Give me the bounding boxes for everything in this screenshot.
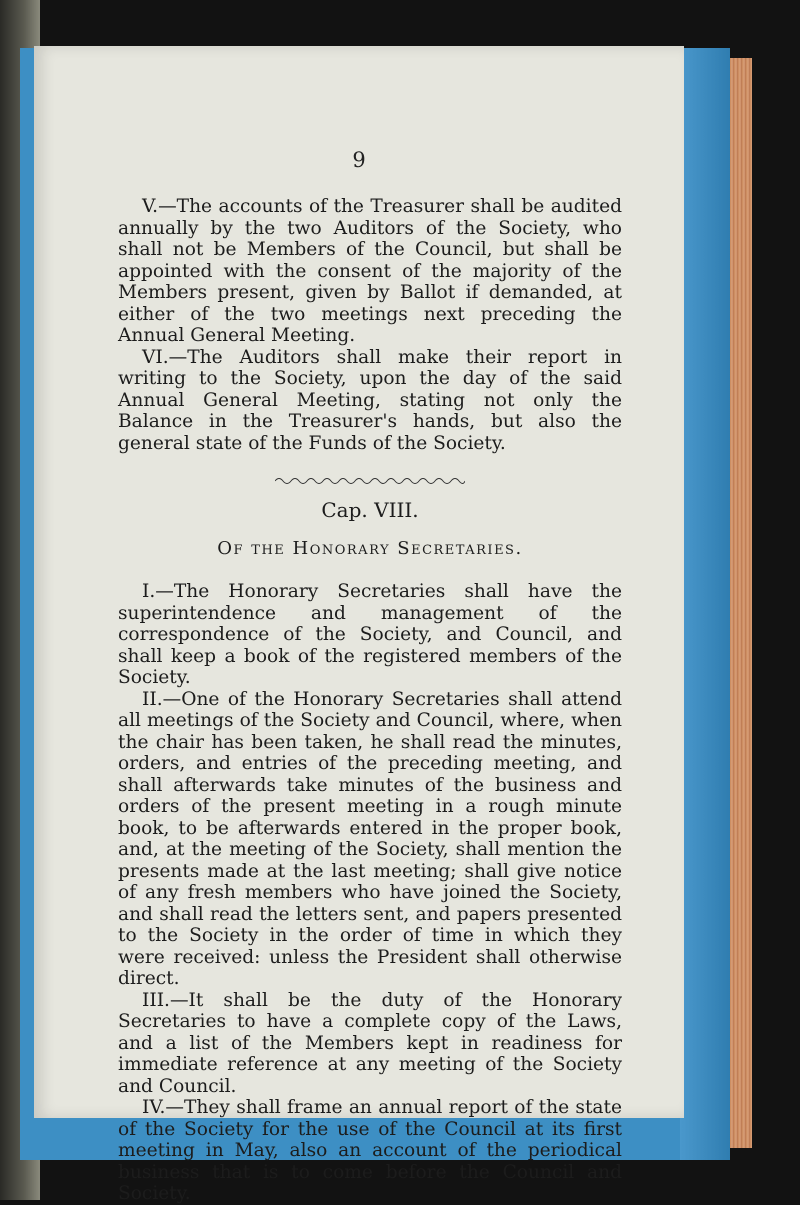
book-cover-edge (680, 48, 730, 1160)
paragraph-iv: IV.—They shall frame an annual report of the state of the Society for the use of the Council at its first meeting in May, also an account of the periodical business that is to come before the Council and Society. (118, 1097, 622, 1204)
paragraph-i: I.—The Honorary Secretaries shall have the superintendence and management of the correspondence of the Society, and Council, and shall keep a book of the registered members of the Society. (118, 581, 622, 688)
paragraph-ii: II.—One of the Honorary Secretaries shall attend all meetings of the Society and Council, where, when the chair has been taken, he shall read the minutes, orders, and entries of the preceding meeting, and shall afterwards take minutes of the business and orders of the present meeting in a rough minute book, to be afterwards entered in the proper book, and, at the meeting of the Society, shall mention the presents made at the last meeting; shall give notice of any fresh members who have joined the Society, and shall read the letters sent, and papers presented to the Society in the order of time in which they were received: unless the President shall otherwise direct. (118, 688, 622, 989)
page-text (118, 196, 622, 1205)
paragraph-v: V.—The accounts of the Treasurer shall be audited annually by the two Auditors of the Society, who shall not be Members of the Council, but shall be appointed with the consent of the majority of the Members present, given by Ballot if demanded, at either of the two meetings next preceding the Annual General Meeting. (118, 196, 622, 346)
paragraph-iii: III.—It shall be the duty of the Honorary Secretaries to have a complete copy of the Laws, and a list of the Members kept in readiness for immediate reference at any meeting of the Society and Council. (118, 989, 622, 1097)
chapter-title: Cap. VIII. (321, 498, 419, 522)
paragraph-vi: VI.—The Auditors shall make their report in writing to the Society, upon the day of the said Annual General Meeting, stating not only the Balance in the Treasurer's hands, but also the general state of the Funds of the Society. (118, 346, 622, 454)
book-page (34, 46, 684, 1204)
page-number: 9 (352, 148, 366, 172)
ornamental-rule (275, 476, 465, 486)
chapter-heading: Of the Honorary Secretaries. (217, 537, 523, 559)
